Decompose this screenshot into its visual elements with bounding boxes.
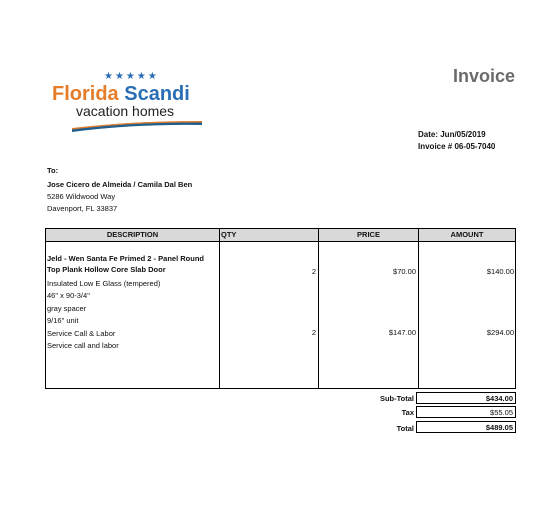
item-description-line: Service call and labor: [47, 341, 119, 350]
item-description-line: Top Plank Hollow Core Slab Door: [47, 265, 166, 274]
total-value: $489.05: [416, 421, 516, 433]
item-price: $70.00: [393, 267, 416, 276]
header-price: PRICE: [357, 230, 380, 239]
stars-icon: [104, 72, 159, 82]
item-description-line: 46" x 90-3/4": [47, 291, 90, 300]
item-description-line: Insulated Low E Glass (tempered): [47, 279, 161, 288]
header-description: DESCRIPTION: [106, 230, 159, 239]
header-amount: AMOUNT: [450, 230, 484, 239]
customer-name: Jose Cicero de Almeida / Camila Dal Ben: [47, 180, 193, 189]
to-label: To:: [47, 166, 59, 175]
company-logo: [52, 72, 222, 134]
tax-value: $55.05: [416, 406, 516, 418]
item-amount: $140.00: [486, 267, 514, 276]
logo-brand-scandi: Scandi: [124, 83, 190, 105]
invoice-date: Date: Jun/05/2019: [418, 130, 486, 139]
item-qty: 2: [311, 267, 316, 276]
item-amount: $294.00: [486, 328, 514, 337]
page-title: Invoice: [452, 66, 515, 86]
item-description-line: Jeld - Wen Santa Fe Primed 2 - Panel Round: [47, 254, 204, 263]
logo-brand-florida: Florida: [52, 83, 119, 105]
tax-label: Tax: [401, 408, 414, 417]
item-price: $147.00: [388, 328, 416, 337]
logo-brand: [52, 84, 190, 104]
invoice-table: [45, 228, 516, 389]
column-divider: [219, 229, 220, 388]
logo-tagline: vacation homes: [76, 103, 175, 119]
total-label: Total: [396, 424, 414, 433]
invoice-number: Invoice # 06-05-7040: [418, 142, 496, 151]
swoosh-icon: [72, 120, 202, 132]
subtotal-label: Sub-Total: [379, 394, 414, 403]
column-divider: [318, 229, 319, 388]
customer-street: 5286 Wildwood Way: [47, 192, 116, 201]
item-qty: 2: [311, 328, 316, 337]
customer-city: Davenport, FL 33837: [47, 204, 118, 213]
item-description-line: gray spacer: [47, 304, 87, 313]
item-description-line: 9/16" unit: [47, 316, 79, 325]
header-qty: QTY: [221, 230, 237, 239]
column-divider: [418, 229, 419, 388]
subtotal-value: $434.00: [416, 392, 516, 404]
item-description-line: Service Call & Labor: [47, 329, 116, 338]
logo-stars: ★★★★★: [104, 71, 159, 82]
